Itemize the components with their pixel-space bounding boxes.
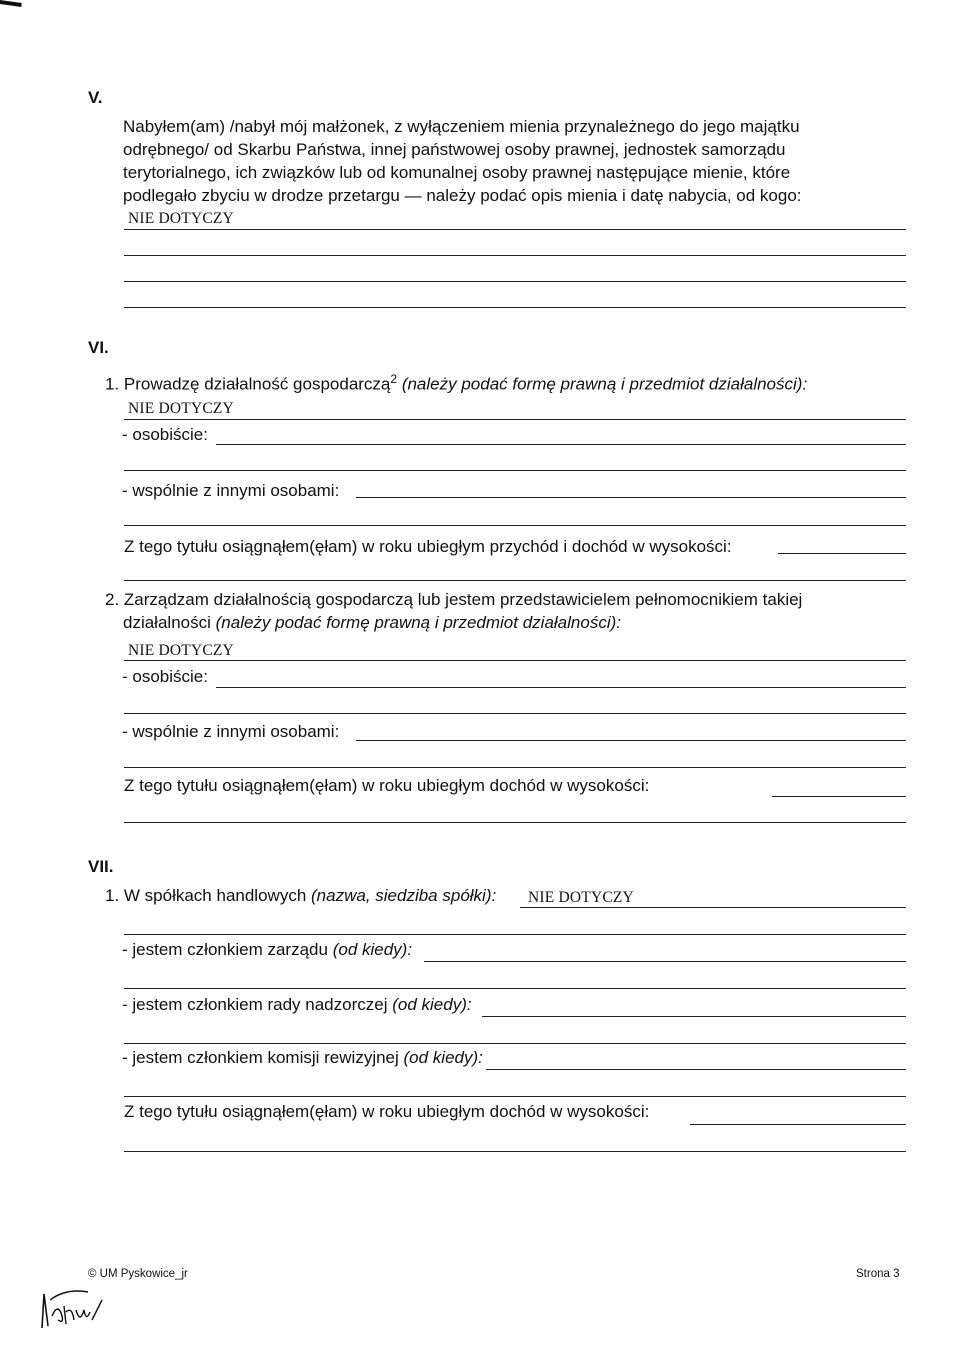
section-6-item-1-joint-line[interactable] bbox=[356, 497, 906, 498]
section-7-supervisory-prefix: - jestem członkiem rady nadzorczej bbox=[122, 995, 388, 1014]
footer-page-number: Strona 3 bbox=[856, 1268, 900, 1280]
section-6-item-1-joint-label: - wspólnie z innymi osobami: bbox=[122, 481, 340, 500]
section-5-answer: NIE DOTYCZY bbox=[128, 210, 234, 227]
section-5-number: V. bbox=[88, 88, 103, 107]
section-6-item-1-income-label: Z tego tytułu osiągnąłem(ęłam) w roku ubiegłym przychód i dochód w wysokości: bbox=[124, 537, 732, 556]
section-6-item-1-income-line[interactable] bbox=[778, 553, 906, 554]
section-6-item-2-personal-label: - osobiście: bbox=[122, 667, 208, 686]
section-6-item-2-heading bbox=[105, 588, 925, 634]
section-5-answer-line-3[interactable] bbox=[124, 281, 906, 282]
section-6-item-2-prefix: działalności bbox=[123, 613, 211, 632]
section-6-item-1-joint-line-2[interactable] bbox=[124, 525, 906, 526]
section-6-item-2-personal-line-2[interactable] bbox=[124, 713, 906, 714]
section-6-item-2-line-2 bbox=[105, 611, 925, 634]
section-6-number: VI. bbox=[88, 338, 109, 357]
section-5-line-1: Nabyłem(am) /nabył mój małżonek, z wyłączeniem mienia przynależnego do jego majątku bbox=[123, 117, 800, 136]
section-7-supervisory-italic: (od kiedy): bbox=[392, 995, 472, 1014]
section-6-item-2-income-line-2[interactable] bbox=[124, 822, 906, 823]
section-6-item-2-answer-line[interactable] bbox=[124, 660, 906, 661]
section-7-audit-label bbox=[122, 1048, 483, 1068]
section-6-item-1-heading bbox=[105, 369, 807, 395]
section-6-item-2-line-1: 2. Zarządzam działalnością gospodarczą lub jestem przedstawicielem pełnomocnikiem takiej bbox=[105, 590, 803, 609]
section-7-number: VII. bbox=[88, 857, 114, 876]
section-6-item-1-income-line-2[interactable] bbox=[124, 580, 906, 581]
handwritten-signature bbox=[36, 1286, 104, 1332]
section-7-income-line-2[interactable] bbox=[124, 1151, 906, 1152]
section-6-item-2-income-label: Z tego tytułu osiągnąłem(ęłam) w roku ubiegłym dochód w wysokości: bbox=[124, 776, 650, 795]
section-6-item-1-personal-line[interactable] bbox=[216, 444, 906, 445]
section-5-answer-line-1[interactable] bbox=[124, 229, 906, 230]
section-6-item-2-joint-line-2[interactable] bbox=[124, 767, 906, 768]
section-7-board-italic: (od kiedy): bbox=[332, 940, 413, 959]
section-7-item-1-italic: (nazwa, siedziba spółki): bbox=[311, 886, 497, 905]
section-7-item-1-prefix: 1. W spółkach handlowych bbox=[105, 886, 307, 905]
section-6-item-1-personal-label: - osobiście: bbox=[122, 425, 208, 444]
section-7-board-line-2[interactable] bbox=[124, 988, 906, 989]
section-7-income-label: Z tego tytułu osiągnąłem(ęłam) w roku ubiegłym dochód w wysokości: bbox=[124, 1102, 650, 1121]
section-6-item-1-answer-line[interactable] bbox=[124, 419, 906, 420]
section-7-item-1-answer-line-2[interactable] bbox=[124, 934, 906, 935]
section-7-board-label bbox=[122, 940, 412, 960]
section-6-item-1-prefix: 1. Prowadzę działalność gospodarczą bbox=[105, 374, 391, 394]
section-6-item-2-income-line[interactable] bbox=[772, 796, 906, 797]
section-7-board-line[interactable] bbox=[424, 961, 906, 962]
footnote-ref: 2 bbox=[390, 372, 398, 386]
section-7-item-1-heading bbox=[105, 886, 496, 906]
section-7-audit-line-2[interactable] bbox=[124, 1096, 906, 1097]
section-5-paragraph bbox=[123, 115, 923, 207]
section-6-item-1-answer: NIE DOTYCZY bbox=[128, 400, 234, 417]
section-7-supervisory-line-2[interactable] bbox=[124, 1043, 906, 1044]
section-6-item-1-italic: (należy podać formę prawną i przedmiot działalności): bbox=[401, 374, 808, 394]
section-5-line-3: terytorialnego, ich związków lub od komunalnej osoby prawnej następujące mienie, które bbox=[123, 163, 791, 182]
section-6-item-2-answer: NIE DOTYCZY bbox=[128, 642, 234, 659]
section-7-audit-italic: (od kiedy): bbox=[403, 1048, 483, 1067]
section-7-board-prefix: - jestem członkiem zarządu bbox=[122, 940, 328, 959]
section-6-item-1-personal-line-2[interactable] bbox=[124, 470, 906, 471]
section-6-item-2-italic: (należy podać formę prawną i przedmiot działalności): bbox=[215, 613, 621, 632]
footer-copyright: © UM Pyskowice_jr bbox=[88, 1268, 188, 1280]
section-6-item-2-joint-label: - wspólnie z innymi osobami: bbox=[122, 722, 340, 741]
section-5-line-2: odrębnego/ od Skarbu Państwa, innej państwowej osoby prawnej, jednostek samorządu bbox=[123, 140, 786, 159]
section-5-answer-line-4[interactable] bbox=[124, 307, 906, 308]
section-7-supervisory-label bbox=[122, 995, 472, 1015]
section-5-line-4: podlegało zbyciu w drodze przetargu — należy podać opis mienia i datę nabycia, od kogo: bbox=[123, 186, 802, 205]
section-5-answer-line-2[interactable] bbox=[124, 255, 906, 256]
section-7-item-1-answer: NIE DOTYCZY bbox=[528, 889, 634, 906]
section-6-item-2-personal-line[interactable] bbox=[216, 687, 906, 688]
section-6-item-2-joint-line[interactable] bbox=[356, 740, 906, 741]
section-7-audit-line[interactable] bbox=[486, 1069, 906, 1070]
section-7-income-line[interactable] bbox=[690, 1124, 906, 1125]
section-7-item-1-answer-line[interactable] bbox=[520, 907, 906, 908]
scan-corner-mark bbox=[0, 0, 22, 7]
section-7-supervisory-line[interactable] bbox=[482, 1016, 906, 1017]
section-7-audit-prefix: - jestem członkiem komisji rewizyjnej bbox=[122, 1048, 399, 1067]
